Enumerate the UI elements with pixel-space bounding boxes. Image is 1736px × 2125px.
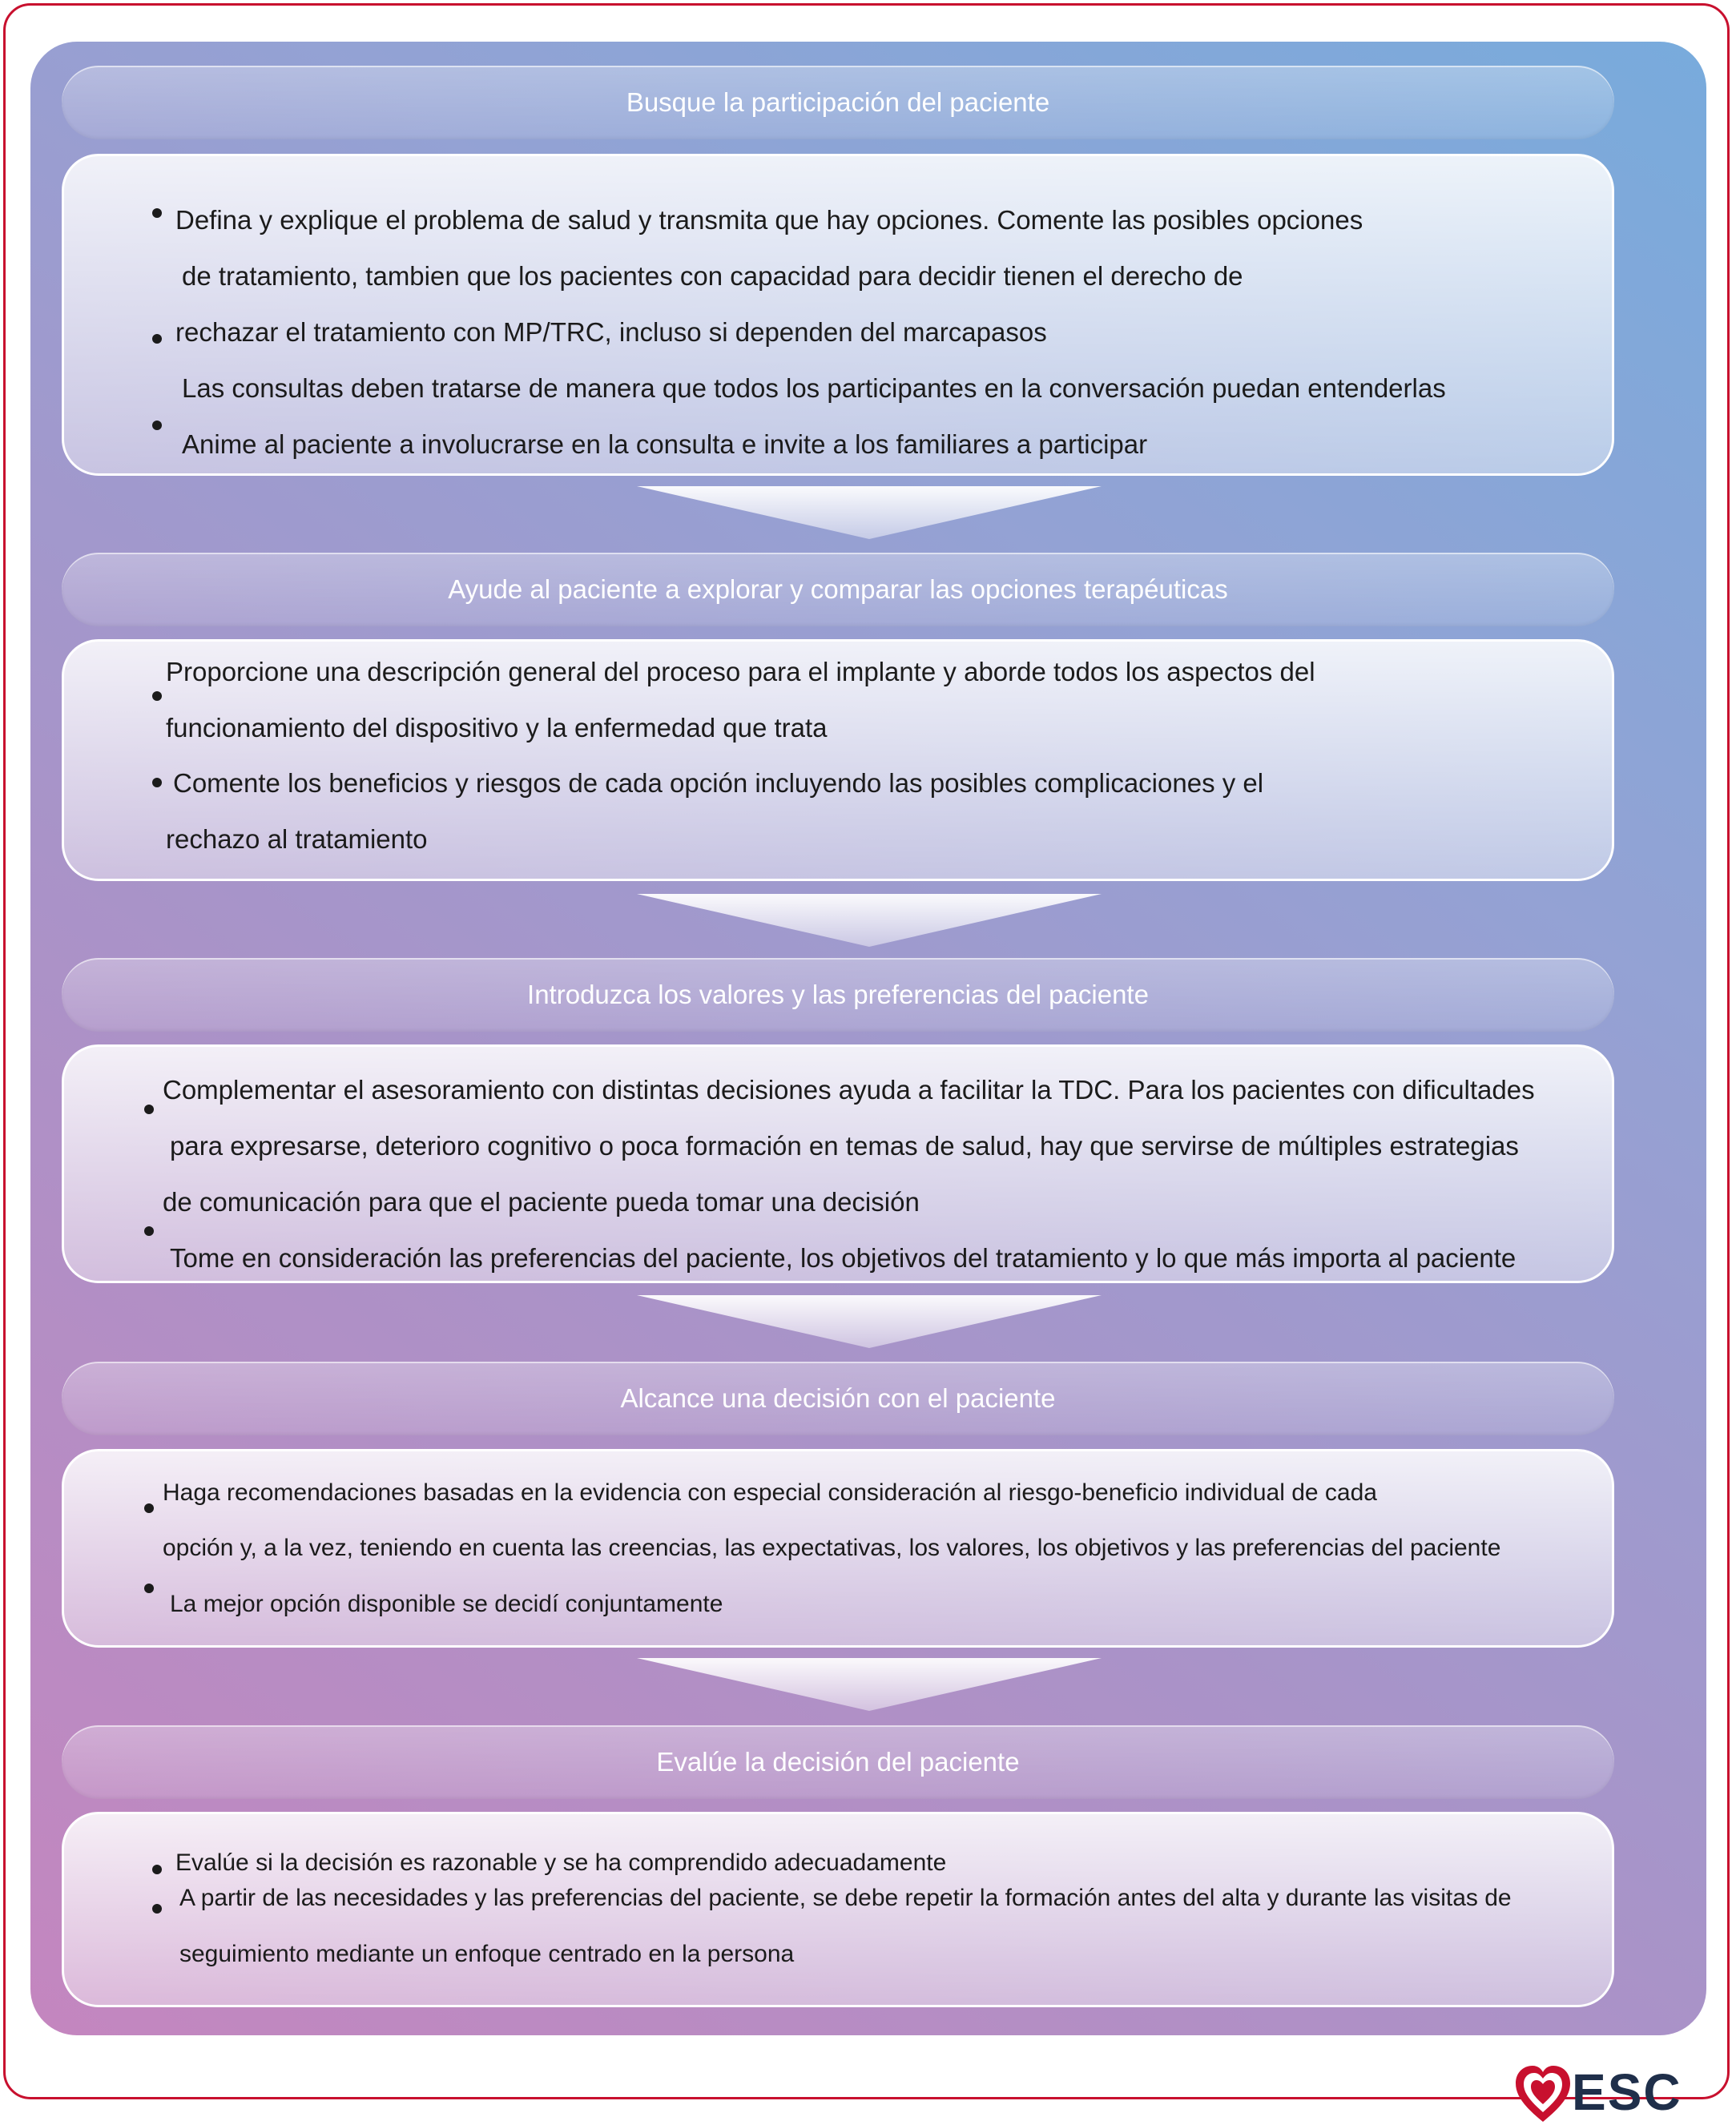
step-3-line-1: Complementar el asesoramiento con distintas decisiones ayuda a facilitar la TDC. Para los pacientes con dificultades [163,1075,1535,1105]
step-1-line-3: rechazar el tratamiento con MP/TRC, incluso si dependen del marcapasos [175,317,1047,347]
bullet-icon [152,421,162,430]
step-4-line-1: Haga recomendaciones basadas en la evidencia con especial consideración al riesgo-beneficio individual de cada [163,1479,1377,1506]
step-2-line-3: Comente los beneficios y riesgos de cada opción incluyendo las posibles complicaciones y el [173,768,1264,798]
step-5-line-2: A partir de las necesidades y las preferencias del paciente, se debe repetir la formación antes del alta y durante las visitas de [179,1885,1512,1911]
bullet-icon [144,1503,154,1513]
step-3-line-2: para expresarse, deterioro cognitivo o poca formación en temas de salud, hay que servirse de múltiples estrategias [170,1131,1519,1161]
step-5-box [62,1812,1614,2007]
bullet-icon [152,208,162,218]
bullet-icon [144,1584,154,1593]
step-1-line-4: Las consultas deben tratarse de manera que todos los participantes en la conversación puedan entenderlas [182,373,1446,403]
step-5-line-1: Evalúe si la decisión es razonable y se ha comprendido adecuadamente [175,1849,947,1876]
down-arrow-icon [637,1658,1102,1711]
step-1-line-1: Defina y explique el problema de salud y transmita que hay opciones. Comente las posibles opciones [175,205,1363,235]
step-4-line-2: opción y, a la vez, teniendo en cuenta las creencias, las expectativas, los valores, los objetivos y las preferencias del paciente [163,1535,1501,1561]
step-3-box [62,1044,1614,1283]
bullet-icon [152,778,162,787]
step-2-line-1: Proporcione una descripción general del proceso para el implante y aborde todos los aspectos del [166,657,1315,686]
bullet-icon [152,691,162,701]
step-2-line-2: funcionamiento del dispositivo y la enfermedad que trata [166,713,828,743]
down-arrow-icon [637,1295,1102,1348]
step-5-line-3: seguimiento mediante un enfoque centrado en la persona [179,1941,795,1967]
step-4-box [62,1449,1614,1648]
bullet-icon [152,334,162,344]
down-arrow-icon [637,894,1102,947]
step-2-box [62,639,1614,881]
step-1-line-5: Anime al paciente a involucrarse en la consulta e invite a los familiares a participar [182,429,1148,459]
step-4-header: Alcance una decisión con el paciente [62,1362,1614,1435]
down-arrow-icon [637,486,1102,539]
esc-logo [1514,2063,1698,2125]
step-3-line-3: de comunicación para que el paciente pueda tomar una decisión [163,1187,920,1217]
bullet-icon [152,1904,162,1914]
step-2-line-4: rechazo al tratamiento [166,824,428,854]
step-2-header: Ayude al paciente a explorar y comparar las opciones terapéuticas [62,553,1614,626]
bullet-icon [152,1865,162,1874]
esc-logo-text: ESC [1572,2063,1682,2121]
step-1-line-2: de tratamiento, tambien que los pacientes con capacidad para decidir tienen el derecho de [182,261,1243,291]
step-3-header: Introduzca los valores y las preferencias del paciente [62,958,1614,1032]
step-4-line-3: La mejor opción disponible se decidí conjuntamente [170,1591,723,1617]
bullet-icon [144,1226,154,1236]
step-1-header: Busque la participación del paciente [62,66,1614,139]
step-5-header: Evalúe la decisión del paciente [62,1725,1614,1799]
step-3-line-4: Tome en consideración las preferencias del paciente, los objetivos del tratamiento y lo que más importa al paciente [170,1243,1516,1273]
heart-logo-icon [1514,2063,1572,2125]
step-1-box [62,154,1614,476]
bullet-icon [144,1105,154,1114]
